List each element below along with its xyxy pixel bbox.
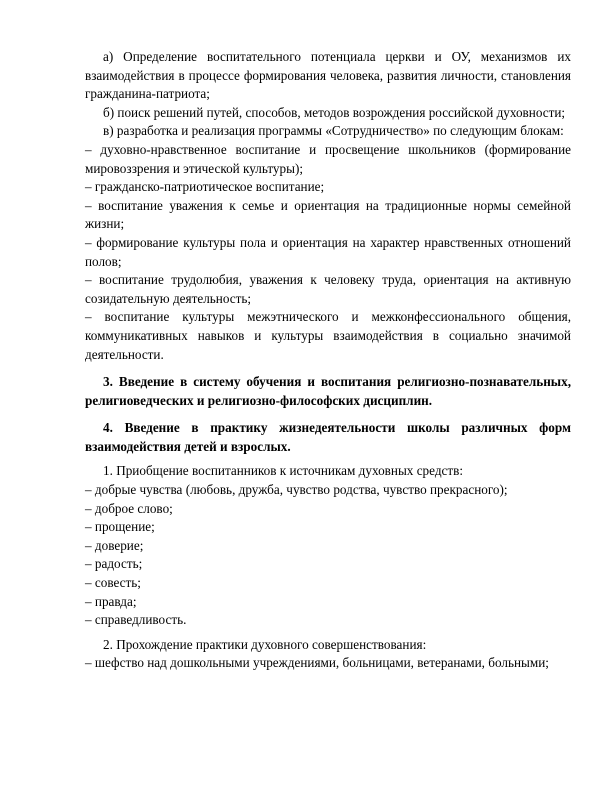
list-item: – радость;: [85, 556, 143, 572]
list-item: – доброе слово;: [85, 500, 173, 516]
list-item: – правда;: [85, 593, 137, 609]
list-item: – формирование культуры пола и ориентация на характер нравственных отношений полов;: [85, 234, 571, 269]
list-item: – совесть;: [85, 575, 141, 591]
paragraph-c: в) разработка и реализация программы «Сотрудничество» по следующим блокам:: [103, 123, 564, 139]
list-item: – шефство над дошкольными учреждениями, больницами, ветеранами, больными;: [85, 655, 549, 671]
list-item: – справедливость.: [85, 612, 187, 628]
section-heading-3: 3. Введение в систему обучения и воспитания религиозно-познавательных, религиоведческих и религиозно-философских дисциплин.: [85, 374, 571, 408]
list-item: – прощение;: [85, 519, 155, 535]
list-item: – гражданско-патриотическое воспитание;: [85, 179, 325, 195]
subsection-2: 2. Прохождение практики духовного совершенствования:: [103, 636, 427, 652]
list-item: – воспитание культуры межэтнического и межконфессионального общения, коммуникативных навыков и культуры взаимодействия в социально значимой деятельности.: [85, 309, 571, 362]
subsection-1: 1. Приобщение воспитанников к источникам духовных средств:: [103, 463, 464, 479]
list-item: – воспитание уважения к семье и ориентация на традиционные нормы семейной жизни;: [85, 197, 571, 232]
list-item: – воспитание трудолюбия, уважения к человеку труда, ориентация на активную созидательную деятельность;: [85, 272, 571, 306]
list-item: – духовно-нравственное воспитание и просвещение школьников (формирование мировоззрения и этической культуры);: [85, 141, 571, 176]
section-heading-4: 4. Введение в практику жизнедеятельности школы различных форм взаимодействия детей и взрослых.: [85, 420, 571, 454]
document-page: [85, 48, 571, 673]
list-item: – доверие;: [85, 537, 144, 553]
list-item: – добрые чувства (любовь, дружба, чувство родства, чувство прекрасного);: [85, 482, 508, 498]
paragraph-a: а) Определение воспитательного потенциала церкви и ОУ, механизмов их взаимодействия в процессе формирования человека, развития личности, становления гражданина-патриота;: [85, 49, 571, 102]
paragraph-b: б) поиск решений путей, способов, методов возрождения российской духовности;: [103, 104, 566, 120]
